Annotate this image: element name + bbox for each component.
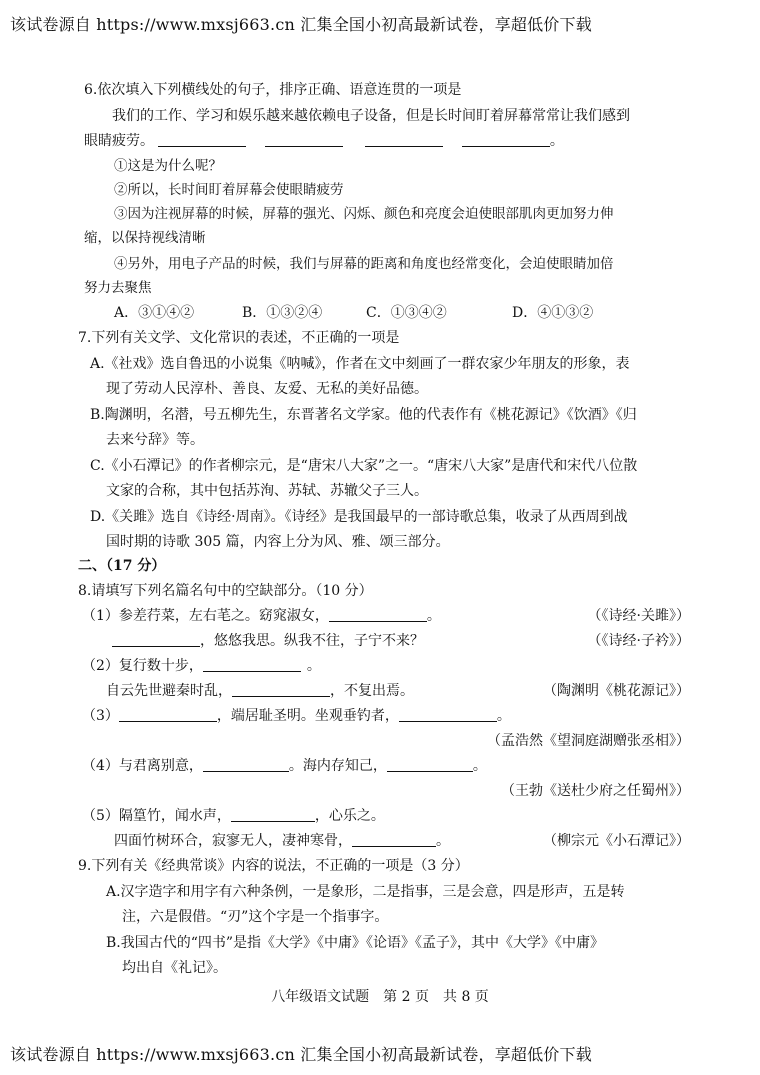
q8-item-2 xyxy=(82,656,321,676)
q6-sentence-2: ②所以，长时间盯着屏幕会使眼睛疲劳 xyxy=(114,182,344,198)
blank-line xyxy=(265,132,343,147)
q6-sentence-1: ①这是为什么呢？ xyxy=(114,158,222,174)
source-banner-bottom: 该试卷源自 https://www.mxsj663.cn 汇集全国小初高最新试卷，享超低价下载 xyxy=(10,1045,592,1064)
q8-item-4 xyxy=(82,756,487,776)
q8-item-1b xyxy=(112,631,424,651)
blank-line xyxy=(119,707,217,722)
q8-item-1-end: 。 xyxy=(426,608,441,624)
q6-choice-d: D．④①③② xyxy=(512,305,594,321)
q6-choice-b: B．①③②④ xyxy=(242,305,323,321)
q7-option-a-line-2: 现了劳动人民淳朴、善良、友爱、无私的美好品德。 xyxy=(106,381,428,397)
blank-line xyxy=(158,132,246,147)
q8-item-2b-end: ，不复出焉。 xyxy=(330,683,414,699)
q9-option-a-line-1: A.汉字造字和用字有六种条例，一是象形，二是指事，三是会意，四是形声，五是转 xyxy=(106,884,625,900)
blank-line xyxy=(203,757,289,772)
blank-line xyxy=(387,757,473,772)
blank-line xyxy=(352,832,436,847)
q9-option-a-line-2: 注，六是假借。“刃”这个字是一个指事字。 xyxy=(122,909,389,925)
q7-stem: 7.下列有关文学、文化常识的表述，不正确的一项是 xyxy=(78,330,400,346)
blank-line xyxy=(112,632,200,647)
q8-item-3-mid: ，端居耻圣明。坐观垂钓者， xyxy=(216,708,399,724)
q7-option-d-line-2: 国时期的诗歌 305 篇，内容上分为风、雅、颂三部分。 xyxy=(106,534,450,550)
q8-item-1 xyxy=(82,606,441,626)
q7-option-c-line-2: 文家的合称，其中包括苏洵、苏轼、苏辙父子三人。 xyxy=(106,483,428,499)
q6-sentence-3b: 缩，以保持视线清晰 xyxy=(84,230,206,246)
q6-sentence-4a: ④另外，用电子产品的时候，我们与屏幕的距离和角度也经常变化，会迫使眼睛加倍 xyxy=(114,256,614,272)
q9-option-b-line-1: B.我国古代的“四书”是指《大学》《中庸》《论语》《孟子》，其中《大学》《中庸》 xyxy=(106,935,605,951)
q8-item-5-end: ，心乐之。 xyxy=(314,808,385,824)
q6-choice-c: C．①③④② xyxy=(366,305,447,321)
blank-line xyxy=(399,707,497,722)
q8-item-5b-end: 。 xyxy=(436,833,450,849)
page-footer: 八年级语文试题 第 2 页 共 8 页 xyxy=(271,989,489,1005)
q6-passage-text: 眼睛疲劳。 xyxy=(84,133,154,149)
q8-item-1b-source: （《诗经·子衿》） xyxy=(587,633,690,649)
q7-option-c-line-1: C.《小石潭记》的作者柳宗元，是“唐宋八大家”之一。“唐宋八大家”是唐代和宋代八位散 xyxy=(90,458,638,474)
q6-passage-line-1: 我们的工作、学习和娱乐越来越依赖电子设备，但是长时间盯着屏幕常常让我们感到 xyxy=(112,108,630,124)
q8-item-5b xyxy=(114,831,450,851)
q8-item-4-end: 。 xyxy=(472,758,487,774)
q8-item-2-text: （2）复行数十步， xyxy=(82,658,203,674)
q8-item-2-end: 。 xyxy=(306,658,321,674)
q6-choice-a: A．③①④② xyxy=(114,305,195,321)
q8-item-1-text: （1）参差荇菜，左右芼之。窈窕淑女， xyxy=(82,608,329,624)
blank-line xyxy=(231,807,315,822)
q8-item-2b xyxy=(106,681,414,701)
blank-line xyxy=(462,132,550,147)
q7-option-a-line-1: A.《社戏》选自鲁迅的小说集《呐喊》，作者在文中刻画了一群农家少年朋友的形象，表 xyxy=(90,356,630,372)
blank-line xyxy=(232,682,330,697)
q6-stem: 6.依次填入下列横线处的句子，排序正确、语意连贯的一项是 xyxy=(84,82,462,98)
blank-line xyxy=(203,657,301,672)
q8-item-1-source: （《诗经·关雎》） xyxy=(587,608,690,624)
q8-item-4-text: （4）与君离别意， xyxy=(82,758,203,774)
q8-item-5 xyxy=(82,806,385,826)
q6-passage-line-2: 眼睛疲劳。 。 xyxy=(84,133,564,149)
q7-option-b-line-1: B.陶渊明，名潜，号五柳先生，东晋著名文学家。他的代表作有《桃花源记》《饮酒》《归 xyxy=(90,407,637,423)
section-2-heading: 二、（17 分） xyxy=(78,558,166,574)
q8-item-5b-text: 四面竹树环合，寂寥无人，凄神寒骨， xyxy=(114,833,352,849)
q8-item-2-source: （陶渊明《桃花源记》） xyxy=(543,683,690,699)
q7-option-b-line-2: 去来兮辞》等。 xyxy=(106,432,204,448)
q8-item-3-source: （孟浩然《望洞庭湖赠张丞相》） xyxy=(487,733,690,749)
q8-item-4-source: （王勃《送杜少府之任蜀州》） xyxy=(501,783,690,799)
q7-option-d-line-1: D.《关雎》选自《诗经·周南》。《诗经》是我国最早的一部诗歌总集，收录了从西周到战 xyxy=(90,509,628,525)
q8-item-1b-text: ，悠悠我思。纵我不往，子宁不来？ xyxy=(200,633,424,649)
q6-sentence-3a: ③因为注视屏幕的时候，屏幕的强光、闪烁、颜色和亮度会迫使眼部肌肉更加努力伸 xyxy=(114,206,614,222)
blank-line xyxy=(329,607,427,622)
q9-option-b-line-2: 均出自《礼记》。 xyxy=(122,960,227,976)
q6-sentence-4b: 努力去聚焦 xyxy=(84,280,152,296)
q8-item-3-text: （3） xyxy=(82,708,119,724)
q8-item-5-text: （5）隔篁竹，闻水声， xyxy=(82,808,231,824)
q8-item-3-end: 。 xyxy=(496,708,511,724)
q8-item-5-source: （柳宗元《小石潭记》） xyxy=(543,833,690,849)
source-banner-top: 该试卷源自 https://www.mxsj663.cn 汇集全国小初高最新试卷，享超低价下载 xyxy=(10,15,592,34)
q8-item-4-mid: 。海内存知己， xyxy=(288,758,387,774)
q8-stem: 8.请填写下列名篇名句中的空缺部分。（10 分） xyxy=(78,583,373,599)
q8-item-2b-text: 自云先世避秦时乱， xyxy=(106,683,232,699)
blank-line xyxy=(365,132,443,147)
q9-stem: 9.下列有关《经典常谈》内容的说法，不正确的一项是（3 分） xyxy=(78,858,469,874)
q8-item-3 xyxy=(82,706,511,726)
